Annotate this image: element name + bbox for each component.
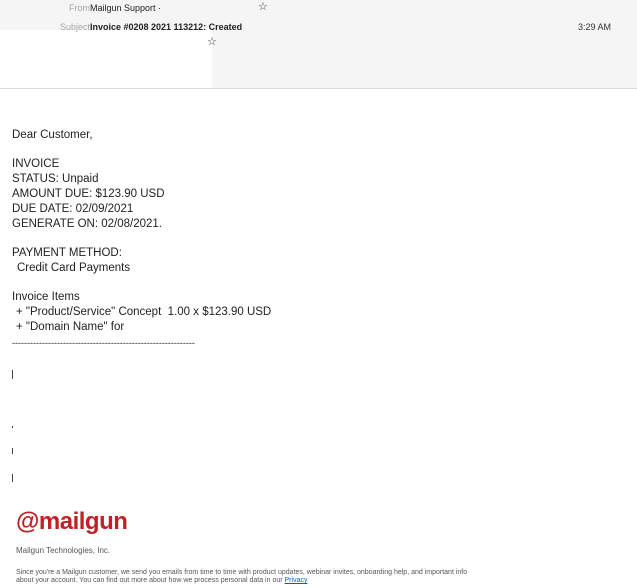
footer-notice-text: Since you're a Mailgun customer, we send you emails from time to time with product updates, webinar invites, onboarding help, and important info about your account. You can find out more about how we process personal data in our: [16, 569, 468, 584]
invoice-status: STATUS: Unpaid: [12, 173, 99, 185]
sender-name[interactable]: Mailgun Support ·: [90, 3, 162, 13]
from-label: From: [69, 3, 90, 13]
greeting: Dear Customer,: [12, 129, 93, 141]
message-header: [0, 0, 637, 89]
subject-label: Subject: [59, 22, 90, 32]
subject-line: Invoice #0208 2021 113212: Created: [90, 22, 243, 32]
invoice-item: + "Product/Service" Concept 1.00 x $123.90 USD: [16, 306, 272, 318]
privacy-link[interactable]: Privacy: [284, 577, 308, 584]
invoice-heading: INVOICE: [12, 158, 60, 170]
separator-line: -------------------------------------------------------------: [12, 338, 195, 348]
star-icon[interactable]: ☆: [207, 36, 217, 48]
mailgun-logo: @mailgun: [16, 508, 128, 535]
header-redacted-area: [0, 30, 212, 88]
text-fragment: [12, 448, 13, 454]
payment-method-value: Credit Card Payments: [17, 262, 131, 274]
footer-notice: [16, 569, 476, 585]
text-fragment: [12, 426, 13, 428]
due-date: DUE DATE: 02/09/2021: [12, 203, 134, 215]
text-fragment: [12, 474, 13, 482]
company-name: Mailgun Technologies, Inc.: [16, 546, 111, 555]
amount-due: AMOUNT DUE: $123.90 USD: [12, 188, 165, 200]
invoice-item: + "Domain Name" for: [16, 321, 125, 333]
items-heading: Invoice Items: [12, 291, 80, 303]
payment-method-label: PAYMENT METHOD:: [12, 247, 122, 259]
star-icon[interactable]: ☆: [258, 1, 268, 13]
text-fragment: [12, 370, 13, 379]
message-time: 3:29 AM: [578, 22, 612, 32]
generated-on: GENERATE ON: 02/08/2021.: [12, 218, 162, 230]
